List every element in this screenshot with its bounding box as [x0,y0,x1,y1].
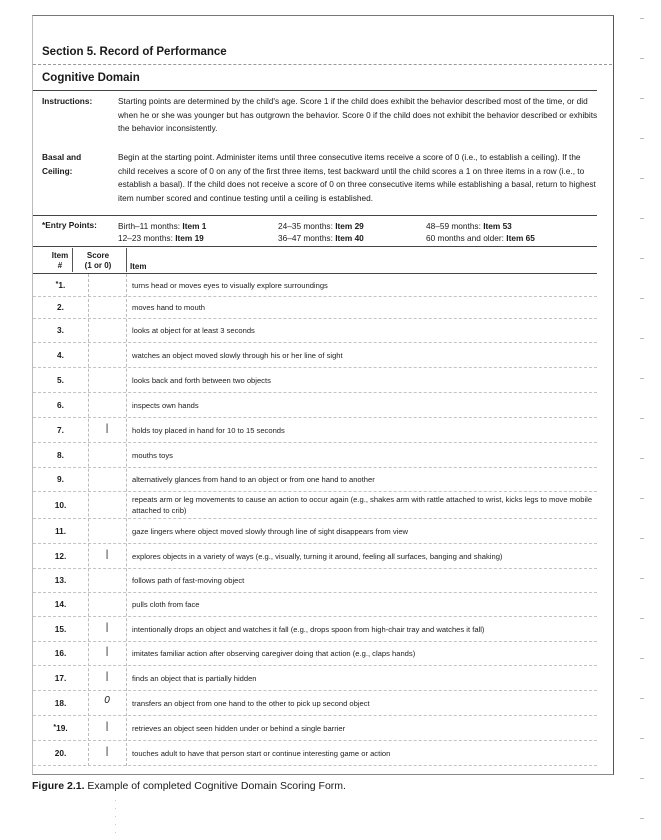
table-row [33,296,597,319]
item-number-value: 6. [57,400,64,410]
table-row [33,318,597,343]
score-field[interactable]: | [105,549,109,560]
item-number-value: 12. [54,551,67,561]
entry-item: Item 65 [506,233,535,243]
entry-divider [33,215,597,216]
item-number [33,375,88,385]
item-text: turns head or moves eyes to visually explore surroundings [132,281,328,290]
item-number [33,575,88,585]
header-score-line2: (1 or 0) [84,261,112,270]
item-text: moves hand to mouth [132,303,206,312]
header-col-divider [126,248,127,272]
table-row [33,641,597,666]
figure-caption [32,780,346,792]
entry-age: 24–35 months: [278,221,336,231]
item-number-value: 15. [54,624,67,634]
header-item-number-line2: # [57,261,63,270]
entry-item: Item 40 [335,233,364,243]
item-text: alternatively glances from hand to an object or from one hand to another [132,475,375,484]
item-number [33,500,88,510]
item-number-value: 16. [54,648,67,658]
item-number [33,450,88,460]
item-number [33,624,88,634]
item-text: transfers an object from one hand to the other to pick up second object [132,699,370,708]
entry-point [426,220,512,232]
item-number-value: 13. [54,575,67,585]
item-number-value: 3. [57,325,64,335]
entry-age: Birth–11 months: [118,221,183,231]
basal-ceiling-label [42,151,81,178]
table-row [33,518,597,544]
table-top-rule [33,246,597,247]
item-number [33,474,88,484]
item-number-value: 19. [56,723,68,733]
header-score [73,251,123,271]
table-row [33,274,597,297]
item-number-value: 20. [54,748,67,758]
scan-gutter-marks [115,800,116,835]
item-number-value: 4. [57,350,64,360]
item-number [33,748,88,758]
table-row [33,690,597,716]
table-row [33,367,597,393]
item-number-value: 2. [57,302,64,312]
table-row [33,342,597,368]
score-field[interactable]: | [105,622,109,633]
item-number-value: 14. [54,599,67,609]
item-text: pulls cloth from face [132,600,200,609]
entry-point [426,232,535,244]
item-text: explores objects in a variety of ways (e.g., visually, turning it around, feeling all surfaces, banging and shaking) [132,552,503,561]
table-row [33,740,597,766]
table-row [33,592,597,617]
table-row [33,491,597,519]
entry-age: 12–23 months: [118,233,176,243]
item-text: touches adult to have that person start or continue interesting game or action [132,749,391,758]
item-text: gaze lingers where object moved slowly through line of sight disappears from view [132,527,409,536]
item-number [33,698,88,708]
entry-item: Item 29 [335,221,364,231]
item-text: inspects own hands [132,401,199,410]
item-number-value: 10. [54,500,67,510]
item-number-value: 5. [57,375,64,385]
header-item-number-line1: Item [51,251,69,260]
entry-points-label: *Entry Points: [42,220,97,230]
table-row [33,417,597,443]
item-text: watches an object moved slowly through his or her line of sight [132,351,343,360]
entry-item: Item 1 [182,221,207,231]
item-text: looks at object for at least 3 seconds [132,326,255,335]
item-number [33,551,88,561]
header-col-divider [72,248,73,272]
score-field[interactable]: 0 [104,695,110,706]
instructions-label: Instructions: [42,96,93,106]
item-number-value: 17. [54,673,67,683]
entry-item: Item 19 [175,233,204,243]
entry-age: 36–47 months: [278,233,336,243]
entry-item: Item 53 [483,221,512,231]
domain-title: Cognitive Domain [42,72,140,84]
domain-divider [33,90,597,91]
basal-ceiling-label-line1: Basal and [42,152,82,162]
entry-point [118,220,206,232]
table-row [33,665,597,691]
item-number [33,425,88,435]
entry-point [118,232,204,244]
table-row [33,616,597,642]
item-text: retrieves an object seen hidden under or behind a single barrier [132,724,346,733]
table-row [33,568,597,593]
item-text: imitates familiar action after observing caregiver doing that action (e.g., claps hands) [132,649,416,658]
header-score-line1: Score [86,251,110,260]
score-field[interactable]: | [105,721,109,732]
figure-label: Figure 2.1. [32,780,85,792]
section-title: Section 5. Record of Performance [42,46,227,58]
score-field[interactable]: | [105,646,109,657]
item-number [33,400,88,410]
item-number-value: 7. [57,425,64,435]
item-text: intentionally drops an object and watches it fall (e.g., drops spoon from high-chair tray and watches it fall) [132,625,485,634]
item-number-value: 11. [54,526,67,536]
item-number-value: 18. [54,698,67,708]
item-number-value: 8. [57,450,64,460]
score-field[interactable]: | [105,746,109,757]
table-row [33,392,597,418]
item-number [33,302,88,312]
entry-age: 48–59 months: [426,221,484,231]
item-number [33,280,88,290]
item-number [33,673,88,683]
item-number-value: 1. [58,280,66,290]
instructions-text: Starting points are determined by the child's age. Score 1 if the child does exhibit the behavior described most of the time, or did when he or she was younger but has outgrown the behavior. Score 0 if the child does not exhibit the behavior described or exhibits the behavior inconsistently. [118,96,598,133]
basal-ceiling-text: Begin at the starting point. Administer items until three consecutive items receive a score of 0 (i.e., to establish a ceiling). If the child receives a score of 0 on any of the first three items, test backward until the child scores a 1 on three items in a row (i.e., to establish a basal). If the child does not receive a score of 0 on three consecutive items while establishing a basal, return to highest item number scored and continue testing until a ceiling is established. [118,152,596,203]
entry-point [278,232,364,244]
table-row [33,467,597,492]
item-number [33,648,88,658]
table-row [33,543,597,569]
item-text: looks back and forth between two objects [132,376,271,385]
item-text: holds toy placed in hand for 10 to 15 seconds [132,426,285,435]
score-field[interactable]: | [105,671,109,682]
score-field[interactable]: | [105,423,109,434]
item-number-value: 9. [57,474,64,484]
entry-point [278,220,364,232]
item-text: repeats arm or leg movements to cause an action to occur again (e.g., shakes arm with rattle attached to wrist, kicks legs to move mobile attached to crib) [132,495,593,515]
item-number [33,599,88,609]
table-row [33,715,597,741]
entry-point-marker: * [55,281,59,288]
item-text: mouths toys [132,451,173,460]
item-number [33,526,88,536]
figure-caption-text: Example of completed Cognitive Domain Scoring Form. [84,780,346,792]
item-text: follows path of fast-moving object [132,576,245,585]
item-number [33,350,88,360]
scan-edge-marks [640,0,644,840]
table-row [33,442,597,468]
item-number [33,325,88,335]
entry-point-marker: * [53,724,57,731]
header-item: Item [130,262,147,271]
section-divider [33,64,612,65]
item-number [33,723,88,733]
entry-age: 60 months and older: [426,233,507,243]
item-text: finds an object that is partially hidden [132,674,257,683]
basal-ceiling-label-line2: Ceiling: [42,165,73,176]
